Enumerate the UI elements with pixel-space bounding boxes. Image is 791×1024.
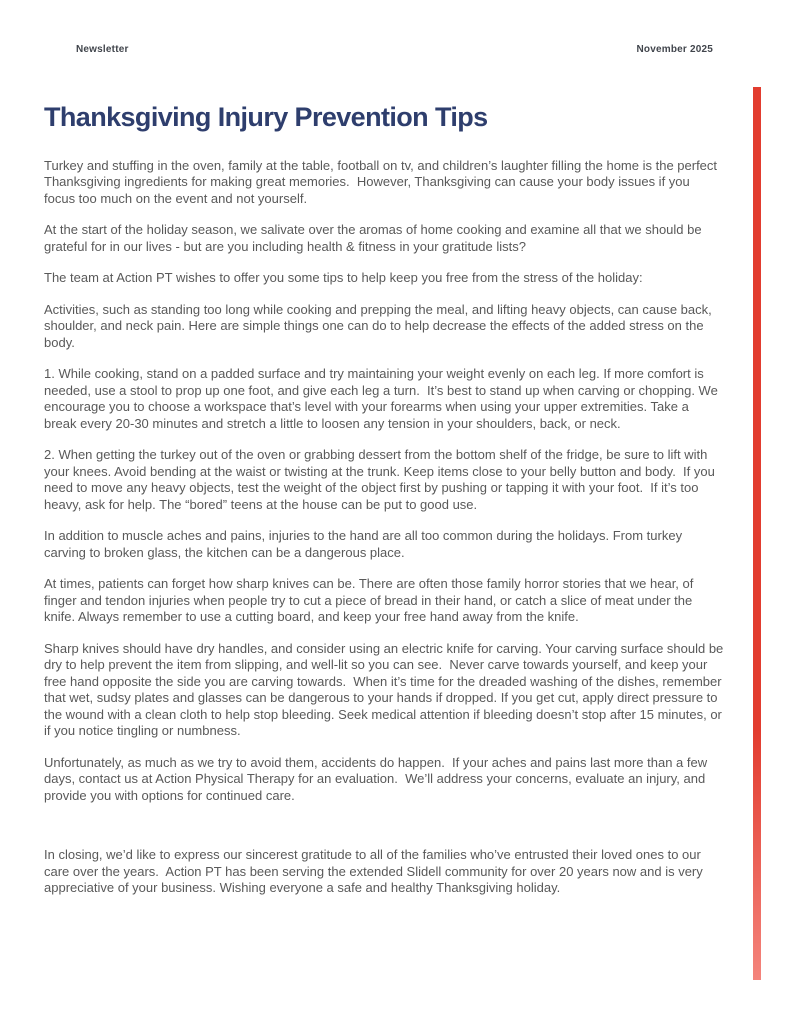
body-paragraph: In addition to muscle aches and pains, injuries to the hand are all too common during the holidays. From turkey carving to broken glass, the kitchen can be a dangerous place. [44,528,686,560]
body-paragraph: Activities, such as standing too long while cooking and prepping the meal, and lifting heavy objects, can cause back, shoulder, and neck pain. Here are simple things one can do to help decrease the effects of the added stress on the body. [44,301,716,350]
body-paragraph: Unfortunately, as much as we try to avoid them, accidents do happen. If your aches and pains last more than a few days, contact us at Action Physical Therapy for an evaluation. We’ll address your concerns, evaluate an injury, and provide you with options for continued care. [44,754,711,803]
page-header [76,44,713,55]
body-paragraph: 2. When getting the turkey out of the oven or grabbing dessert from the bottom shelf of the fridge, be sure to lift with your knees. Avoid bending at the waist or twisting at the trunk. Keep items close to your belly button and body. If you need to move any heavy objects, test the weight of the object first by pushing or tapping it with your foot. If it’s too heavy, ask for help. The “bored” teens at the house can be put to good use. [44,447,719,512]
article-body [44,157,727,897]
newsletter-label: Newsletter [76,44,129,55]
body-paragraph: The team at Action PT wishes to offer you some tips to help keep you free from the stress of the holiday: [44,270,643,286]
body-paragraph: In closing, we’d like to express our sincerest gratitude to all of the families who’ve entrusted their loved ones to our care over the years. Action PT has been serving the extended Slidell community for over 20 years now and is very appreciative of your business. Wishing everyone a safe and healthy Thanksgiving holiday. [44,847,707,896]
body-paragraph: At times, patients can forget how sharp knives can be. There are often those family horror stories that we hear, of finger and tendon injuries when people try to cut a piece of bread in their hand, or catch a slice of meat under the knife. Always remember to use a cutting board, and keep your free hand away from the knife. [44,576,697,625]
page-title: Thanksgiving Injury Prevention Tips [44,102,488,132]
accent-bar [753,87,761,980]
body-paragraph: 1. While cooking, stand on a padded surface and try maintaining your weight evenly on each leg. If more comfort is needed, use a stool to prop up one foot, and give each leg a turn. It’s best to stand up when carving or chopping. We encourage you to choose a workspace that’s level with your forearms when using your upper extremities. Take a break every 20-30 minutes and stretch a little to loosen any tension in your shoulders, back, or neck. [44,366,722,431]
body-paragraph: Sharp knives should have dry handles, and consider using an electric knife for carving. Your carving surface should be dry to help prevent the item from slipping, and well-lit so you can see. Never carve towards yourself, and keep your free hand opposite the side you are carving towards. When it’s time for the dreaded washing of the dishes, remember that wet, sudsy plates and glasses can be dangerous to your hands if dropped. If you get cut, apply direct pressure to the wound with a clean cloth to help stop bleeding. Seek medical attention if bleeding doesn’t stop after 15 minutes, or if you notice tingling or numbness. [44,640,727,739]
body-paragraph: At the start of the holiday season, we salivate over the aromas of home cooking and examine all that we should be grateful for in our lives - but are you including health & fitness in your gratitude lists? [44,222,706,254]
body-paragraph: Turkey and stuffing in the oven, family at the table, football on tv, and children’s laughter filling the home is the perfect Thanksgiving ingredients for making great memories. However, Thanksgiving can cause your body issues if you focus too much on the event and not yourself. [44,157,721,206]
issue-date-label: November 2025 [636,44,713,55]
article [44,102,727,912]
